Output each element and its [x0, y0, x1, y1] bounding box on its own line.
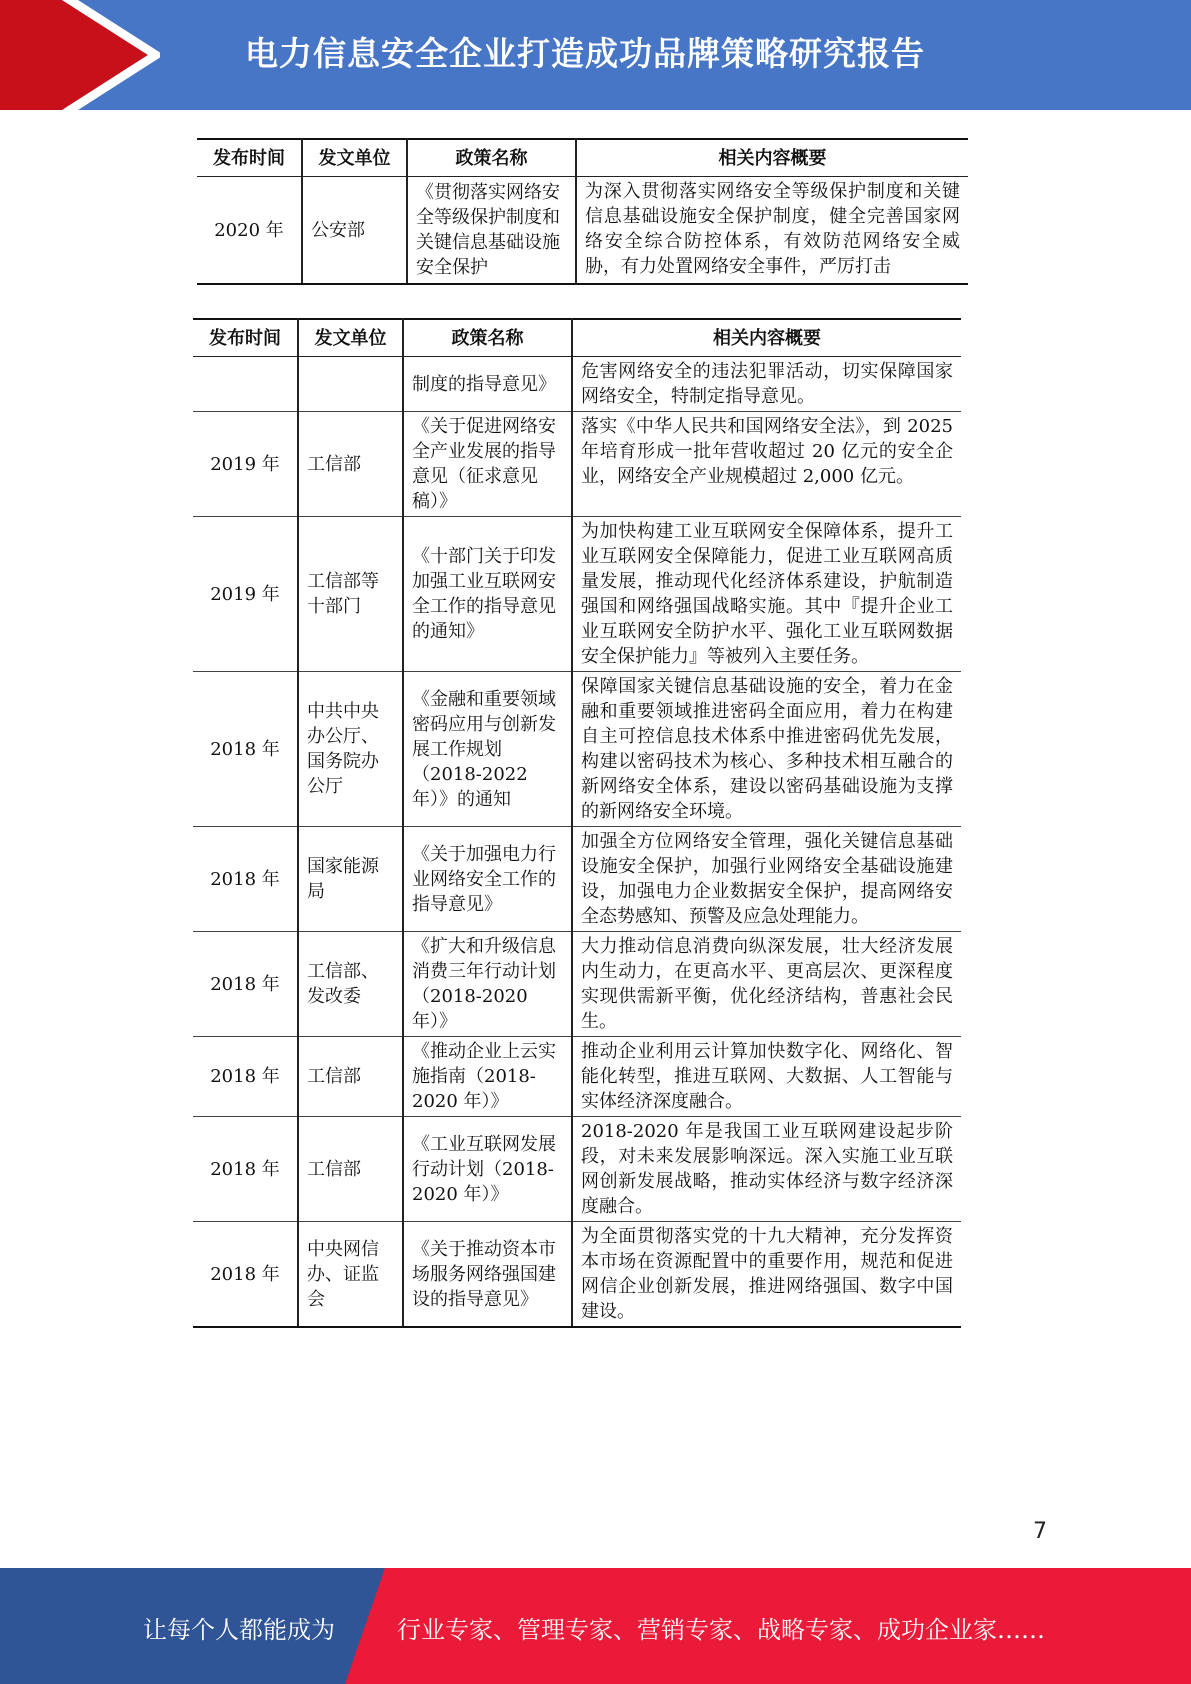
row-policy: 《贯彻落实网络安全等级保护制度和关键信息基础设施安全保护 — [407, 177, 576, 285]
page-footer — [0, 1568, 1191, 1684]
table-row — [193, 932, 961, 1037]
row-policy: 《扩大和升级信息消费三年行动计划（2018-2020 年）》 — [403, 932, 572, 1037]
row-year: 2018 年 — [193, 932, 298, 1037]
row-policy: 制度的指导意见》 — [403, 357, 572, 412]
row-summary: 加强全方位网络安全管理，强化关键信息基础设施安全保护，加强行业网络安全基础设施建设，加强电力企业数据安全保护，提高网络安全态势感知、预警及应急处理能力。 — [572, 827, 961, 932]
page-header — [0, 0, 1191, 110]
table-row — [193, 357, 961, 412]
table-row — [193, 827, 961, 932]
header-issuer: 发文单位 — [298, 319, 403, 357]
table-row — [193, 1117, 961, 1222]
row-summary: 危害网络安全的违法犯罪活动，切实保障国家网络安全，特制定指导意见。 — [572, 357, 961, 412]
row-policy: 《关于加强电力行业网络安全工作的指导意见》 — [403, 827, 572, 932]
page-number: 7 — [1033, 1519, 1047, 1544]
row-issuer: 工信部 — [298, 1117, 403, 1222]
table-header-row — [193, 319, 961, 357]
row-summary: 为加快构建工业互联网安全保障体系，提升工业互联网安全保障能力，促进工业互联网高质量发展，推动现代化经济体系建设，护航制造强国和网络强国战略实施。其中『提升企业工业互联网安全防护水平、强化工业互联网数据安全保护能力』等被列入主要任务。 — [572, 517, 961, 672]
row-year: 2020 年 — [197, 177, 302, 285]
header-publish-time: 发布时间 — [197, 139, 302, 177]
row-year — [193, 357, 298, 412]
header-summary: 相关内容概要 — [572, 319, 961, 357]
row-year: 2019 年 — [193, 517, 298, 672]
row-summary: 为全面贯彻落实党的十九大精神，充分发挥资本市场在资源配置中的重要作用，规范和促进网信企业创新发展，推进网络强国、数字中国建设。 — [572, 1222, 961, 1328]
row-summary: 推动企业利用云计算加快数字化、网络化、智能化转型，推进互联网、大数据、人工智能与实体经济深度融合。 — [572, 1037, 961, 1117]
row-issuer: 中共中央办公厅、国务院办公厅 — [298, 672, 403, 827]
page-title: 电力信息安全企业打造成功品牌策略研究报告 — [245, 34, 925, 73]
row-issuer: 工信部、发改委 — [298, 932, 403, 1037]
header-chevron-icon — [0, 0, 160, 110]
row-year: 2018 年 — [193, 672, 298, 827]
row-summary: 落实《中华人民共和国网络安全法》，到 2025 年培育形成一批年营收超过 20 亿元的安全企业，网络安全产业规模超过 2,000 亿元。 — [572, 412, 961, 517]
header-summary: 相关内容概要 — [576, 139, 968, 177]
row-issuer: 工信部等十部门 — [298, 517, 403, 672]
row-summary: 保障国家关键信息基础设施的安全，着力在金融和重要领域推进密码全面应用，着力在构建自主可控信息技术体系中推进密码优先发展，构建以密码技术为核心、多种技术相互融合的新网络安全体系，建设以密码基础设施为支撑的新网络安全环境。 — [572, 672, 961, 827]
table-row — [197, 177, 968, 285]
table-row — [193, 412, 961, 517]
row-issuer: 国家能源局 — [298, 827, 403, 932]
footer-slogan-left: 让每个人都能成为 — [143, 1616, 335, 1644]
row-policy: 《关于推动资本市场服务网络强国建设的指导意见》 — [403, 1222, 572, 1328]
policy-table-part-1 — [197, 138, 968, 285]
row-policy: 《金融和重要领域密码应用与创新发展工作规划（2018-2022 年）》的通知 — [403, 672, 572, 827]
header-publish-time: 发布时间 — [193, 319, 298, 357]
row-issuer: 中央网信办、证监会 — [298, 1222, 403, 1328]
table-row — [193, 1037, 961, 1117]
row-year: 2018 年 — [193, 827, 298, 932]
row-year: 2018 年 — [193, 1222, 298, 1328]
header-issuer: 发文单位 — [302, 139, 407, 177]
header-policy-name: 政策名称 — [407, 139, 576, 177]
header-policy-name: 政策名称 — [403, 319, 572, 357]
row-year: 2019 年 — [193, 412, 298, 517]
row-summary: 为深入贯彻落实网络安全等级保护制度和关键信息基础设施安全保护制度，健全完善国家网络安全综合防控体系，有效防范网络安全威胁，有力处置网络安全事件，严厉打击 — [576, 177, 968, 285]
row-policy: 《十部门关于印发加强工业互联网安全工作的指导意见的通知》 — [403, 517, 572, 672]
row-year: 2018 年 — [193, 1037, 298, 1117]
footer-slogan-right: 行业专家、管理专家、营销专家、战略专家、成功企业家…… — [397, 1616, 1045, 1644]
table-row — [193, 672, 961, 827]
policy-table-part-2 — [193, 318, 961, 1328]
table-row — [193, 1222, 961, 1328]
row-summary: 大力推动信息消费向纵深发展，壮大经济发展内生动力，在更高水平、更高层次、更深程度实现供需新平衡，优化经济结构，普惠社会民生。 — [572, 932, 961, 1037]
row-summary: 2018-2020 年是我国工业互联网建设起步阶段，对未来发展影响深远。深入实施工业互联网创新发展战略，推动实体经济与数字经济深度融合。 — [572, 1117, 961, 1222]
table-row — [193, 517, 961, 672]
row-issuer: 工信部 — [298, 412, 403, 517]
row-issuer — [298, 357, 403, 412]
row-policy: 《关于促进网络安全产业发展的指导意见（征求意见稿）》 — [403, 412, 572, 517]
row-policy: 《推动企业上云实施指南（2018-2020 年）》 — [403, 1037, 572, 1117]
table-header-row — [197, 139, 968, 177]
row-issuer: 工信部 — [298, 1037, 403, 1117]
row-policy: 《工业互联网发展行动计划（2018-2020 年）》 — [403, 1117, 572, 1222]
row-year: 2018 年 — [193, 1117, 298, 1222]
row-issuer: 公安部 — [302, 177, 407, 285]
